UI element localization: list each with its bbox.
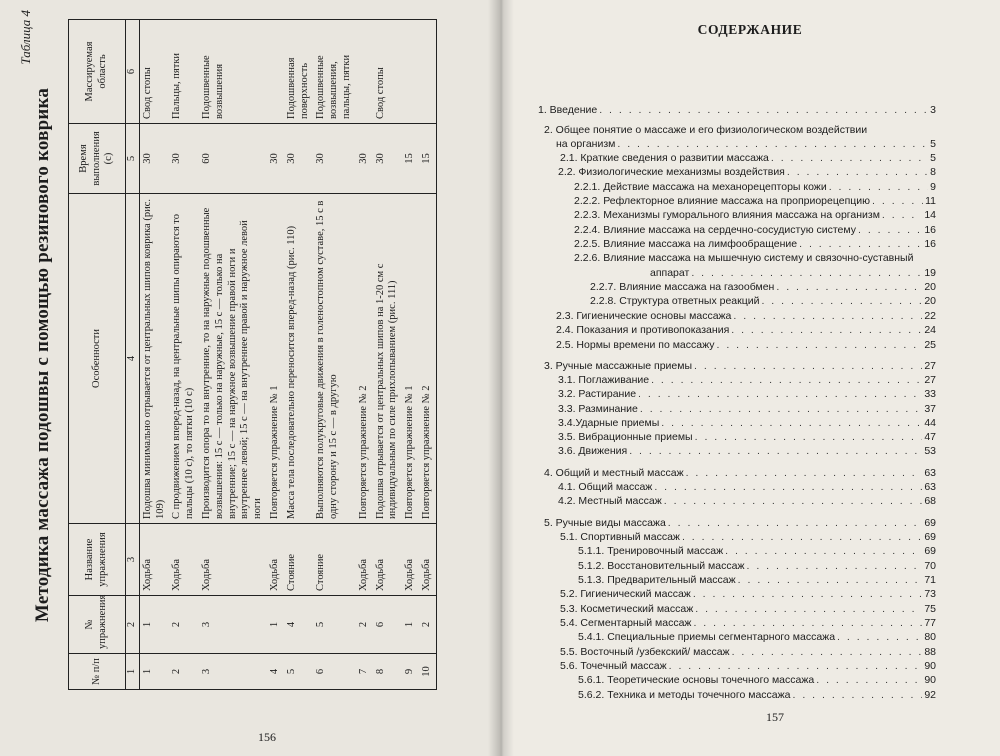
toc-entry-title: 2.1. Краткие сведения о развитии массажа — [560, 152, 769, 164]
table-cell: 4 — [284, 596, 314, 654]
table-cell: Пальцы, пятки — [169, 20, 199, 124]
toc-entry-page: 16 — [924, 238, 936, 250]
toc-entry — [578, 674, 936, 686]
table-cell: 30 — [313, 124, 355, 194]
toc-entry — [574, 209, 936, 221]
table-cell: 3 — [199, 596, 267, 654]
table-cell: 10 — [419, 654, 436, 690]
toc-entry-page: 53 — [924, 445, 936, 457]
toc-entry-page: 27 — [924, 374, 936, 386]
column-number-row — [126, 20, 140, 690]
toc-entry-title: 5.6.1. Теоретические основы точечного массажа — [578, 674, 815, 686]
toc-entry-title: 5.3. Косметический массаж — [560, 603, 694, 615]
toc-leader-dots — [799, 238, 922, 250]
toc-entry-title: 2.2.6. Влияние массажа на мышечную систему и связочно-суставный — [574, 252, 914, 264]
table-cell: Масса тела последовательно переносится вперед-назад (рис. 110) — [284, 194, 314, 524]
toc-entry-page: 44 — [924, 417, 936, 429]
toc-entry — [556, 310, 936, 322]
toc-entry — [560, 617, 936, 629]
table-row — [373, 20, 403, 690]
toc-leader-dots — [725, 545, 922, 557]
table-caption: Таблица 4 — [18, 10, 33, 65]
toc-entry-page: 63 — [924, 467, 936, 479]
toc-entry-title: 2.2.7. Влияние массажа на газообмен — [590, 281, 775, 293]
table-cell: Стояние — [284, 524, 314, 596]
toc-entry — [558, 481, 936, 493]
table-cell: 1 — [139, 654, 169, 690]
table-header-row — [69, 20, 126, 690]
toc-entry-title: 5.1.1. Тренировочный массаж — [578, 545, 724, 557]
toc-entry — [556, 324, 936, 336]
table-cell: 30 — [284, 124, 314, 194]
column-number: 3 — [126, 524, 140, 596]
toc-entry-title: 2.2. Физиологические механизмы воздействия — [558, 166, 785, 178]
table-cell: Подошва минимально отрывается от центральных шипов коврика (рис. 109) — [139, 194, 169, 524]
toc-leader-dots — [599, 104, 928, 116]
toc-entry-page: 20 — [924, 281, 936, 293]
toc-entry — [590, 281, 936, 293]
table-cell: Ходьба — [419, 524, 436, 596]
toc-entry-page: 3 — [930, 104, 936, 116]
toc-leader-dots — [787, 166, 928, 178]
table-cell: Повторяется упражнение № 1 — [402, 194, 419, 524]
toc-entry-title: 3.2. Растирание — [558, 388, 637, 400]
toc-entry-page: 80 — [924, 631, 936, 643]
toc-entry-title: 2.2.3. Механизмы гуморального влияния массажа на организм — [574, 209, 880, 221]
toc-entry-page: 68 — [924, 495, 936, 507]
toc-leader-dots — [661, 417, 922, 429]
toc-leader-dots — [693, 617, 922, 629]
toc-entry — [574, 224, 936, 236]
table-cell: 5 — [284, 654, 314, 690]
table-cell — [402, 20, 419, 124]
header-cell: Особенности — [69, 194, 126, 524]
table-cell: 5 — [313, 596, 355, 654]
column-number: 1 — [126, 654, 140, 690]
table-cell: 15 — [419, 124, 436, 194]
toc-leader-dots — [617, 138, 928, 150]
toc-leader-dots — [693, 588, 922, 600]
table-row — [356, 20, 373, 690]
toc-leader-dots — [771, 152, 928, 164]
table-cell: 9 — [402, 654, 419, 690]
page-number-left: 156 — [258, 730, 276, 744]
header-cell: Время выполнения (с) — [69, 124, 126, 194]
toc-entry — [538, 104, 936, 116]
toc-entry — [558, 417, 936, 429]
table-row — [402, 20, 419, 690]
toc-entry-title: 4.2. Местный массаж — [558, 495, 662, 507]
toc-entry — [574, 195, 936, 207]
table-cell: Стояние — [313, 524, 355, 596]
toc-entry-title: 5.5. Восточный /узбекский/ массаж — [560, 646, 730, 658]
toc-entry — [560, 588, 936, 600]
table-row — [313, 20, 355, 690]
toc-entry-page: 63 — [924, 481, 936, 493]
toc-entry-title: 2.2.8. Структура ответных реакций — [590, 295, 760, 307]
rotated-table-block — [10, 10, 480, 700]
toc-entry-title: 2.2.4. Влияние массажа на сердечно-сосудистую систему — [574, 224, 856, 236]
column-number: 6 — [126, 20, 140, 124]
table-cell: С продвижением вперед-назад, на центральные шипы опираются то пальцы (10 с), то пятки (10 с) — [169, 194, 199, 524]
toc-entry — [558, 495, 936, 507]
table-cell: Выполняются полукруговые движения в голеностопном суставе, 15 с в одну сторону и 15 с — в другую — [313, 194, 355, 524]
table-cell: 30 — [356, 124, 373, 194]
toc-entry-title: 5.6. Точечный массаж — [560, 660, 667, 672]
toc-entry-title: 5.1.3. Предварительный массаж — [578, 574, 736, 586]
toc-entry — [578, 574, 936, 586]
toc-entry-page: 92 — [924, 689, 936, 701]
toc-entry-title: 5.4. Сегментарный массаж — [560, 617, 692, 629]
table-row — [199, 20, 267, 690]
toc-leader-dots — [682, 531, 922, 543]
table-cell: 3 — [199, 654, 267, 690]
toc-leader-dots — [738, 574, 923, 586]
table-cell: Ходьба — [139, 524, 169, 596]
toc-entry — [556, 339, 936, 351]
toc-entry-title: 3.3. Разминание — [558, 403, 638, 415]
table-cell: Повторяется упражнение № 2 — [419, 194, 436, 524]
table-cell: 1 — [267, 596, 284, 654]
table-cell: Ходьба — [169, 524, 199, 596]
toc-leader-dots — [837, 631, 922, 643]
toc-entry-page: 71 — [924, 574, 936, 586]
toc-entry-page: 25 — [924, 339, 936, 351]
toc-entry — [556, 138, 936, 150]
table-cell: 2 — [169, 654, 199, 690]
toc-entry — [558, 388, 936, 400]
toc-entry-page: 47 — [924, 431, 936, 443]
toc-entry-page: 88 — [924, 646, 936, 658]
table-cell: 2 — [169, 596, 199, 654]
toc-entry — [558, 374, 936, 386]
toc-entry-page: 19 — [924, 267, 936, 279]
toc-entry — [560, 152, 936, 164]
toc-entry-page: 5 — [930, 138, 936, 150]
table-cell: Ходьба — [267, 524, 284, 596]
toc-entry — [544, 124, 936, 136]
toc-entry-title: 4.1. Общий массаж — [558, 481, 653, 493]
toc-entry-page: 70 — [924, 560, 936, 572]
toc-entry-page: 9 — [930, 181, 936, 193]
toc-leader-dots — [731, 324, 922, 336]
toc-entry-title: на организм — [556, 138, 616, 150]
toc-leader-dots — [717, 339, 923, 351]
column-number: 5 — [126, 124, 140, 194]
toc-entry-page: 24 — [924, 324, 936, 336]
table-cell: 30 — [267, 124, 284, 194]
toc-entry — [560, 531, 936, 543]
toc-entry-title: 1. Введение — [538, 104, 598, 116]
column-number: 4 — [126, 194, 140, 524]
toc-entry-title: аппарат — [650, 267, 690, 279]
toc-entry-title: 5. Ручные виды массажа — [544, 517, 666, 529]
book-gutter — [488, 0, 514, 756]
toc-entry-page: 69 — [924, 545, 936, 557]
page-number-right: 157 — [766, 710, 784, 724]
toc-leader-dots — [776, 281, 922, 293]
table-row — [284, 20, 314, 690]
header-cell: Название упражнения — [69, 524, 126, 596]
table-cell: 30 — [139, 124, 169, 194]
toc-entry-page: 90 — [924, 660, 936, 672]
toc-entry-title: 5.1.2. Восстановительный массаж — [578, 560, 745, 572]
toc-leader-dots — [732, 646, 923, 658]
header-cell: Массируемая область — [69, 20, 126, 124]
toc-leader-dots — [829, 181, 928, 193]
table-cell: 15 — [402, 124, 419, 194]
toc-leader-dots — [651, 374, 922, 386]
toc-entry — [558, 445, 936, 457]
toc-leader-dots — [669, 660, 923, 672]
toc-entry-title: 2.2.1. Действие массажа на механорецепторы кожи — [574, 181, 827, 193]
toc-entry-page: 16 — [924, 224, 936, 236]
toc-entry — [544, 360, 936, 372]
table-cell: Ходьба — [199, 524, 267, 596]
table-cell: 4 — [267, 654, 284, 690]
toc-leader-dots — [638, 388, 922, 400]
toc-leader-dots — [816, 674, 922, 686]
toc-entry-title: 3.6. Движения — [558, 445, 628, 457]
table-cell: Свод стопы — [373, 20, 403, 124]
table-cell: 60 — [199, 124, 267, 194]
toc-entry — [574, 252, 936, 264]
toc-entry-title: 2.5. Нормы времени по массажу — [556, 339, 715, 351]
toc-entry — [558, 166, 936, 178]
toc-entry-page: 69 — [924, 531, 936, 543]
toc-leader-dots — [686, 467, 923, 479]
toc-leader-dots — [872, 195, 923, 207]
header-cell: № упражнения — [69, 596, 126, 654]
right-page — [500, 0, 1000, 756]
toc-entry-title: 2.2.2. Рефлекторное влияние массажа на проприорецепцию — [574, 195, 871, 207]
table-cell: 2 — [419, 596, 436, 654]
toc-entry-page: 73 — [924, 588, 936, 600]
toc-entry — [544, 517, 936, 529]
table-cell: Ходьба — [356, 524, 373, 596]
table-cell — [356, 20, 373, 124]
table-cell: Свод стопы — [139, 20, 169, 124]
toc-entry-title: 3.1. Поглаживание — [558, 374, 650, 386]
table-title: Методика массажа подошвы с помощью резинового коврика — [32, 87, 53, 623]
table-cell: 1 — [402, 596, 419, 654]
toc-leader-dots — [691, 267, 922, 279]
table-cell: Подошвенная поверхность — [284, 20, 314, 124]
toc-entry-title: 2.4. Показания и противопоказания — [556, 324, 730, 336]
toc-entry — [560, 646, 936, 658]
table-row — [419, 20, 436, 690]
toc-entry-page: 69 — [924, 517, 936, 529]
table-row — [267, 20, 284, 690]
table-cell — [419, 20, 436, 124]
toc-leader-dots — [761, 295, 922, 307]
toc-leader-dots — [858, 224, 922, 236]
toc-entry — [544, 467, 936, 479]
table-cell: Производится опора то на внутренние, то на наружные подошвенные возвышения: 15 с — только на наружные, 15 с — только на внутренние; 15 с — на наружное возвышение правой ноги и внутреннее левой; 15 с — на внутреннее правой и наружное левой ноги — [199, 194, 267, 524]
table-row — [139, 20, 169, 690]
toc-entry-page: 22 — [924, 310, 936, 322]
toc-leader-dots — [793, 689, 923, 701]
toc-entry-title: 5.1. Спортивный массаж — [560, 531, 680, 543]
table-cell: 30 — [373, 124, 403, 194]
table-cell: 2 — [356, 596, 373, 654]
table-cell: 1 — [139, 596, 169, 654]
toc-leader-dots — [640, 403, 922, 415]
toc-entry-page: 8 — [930, 166, 936, 178]
toc-entry — [574, 181, 936, 193]
toc-entry — [650, 267, 936, 279]
table-cell: 30 — [169, 124, 199, 194]
toc-leader-dots — [882, 209, 922, 221]
toc-leader-dots — [733, 310, 922, 322]
toc-entry-page: 11 — [925, 195, 936, 207]
toc-entry — [560, 603, 936, 615]
toc-entry — [578, 545, 936, 557]
header-cell: № п/п — [69, 654, 126, 690]
toc-entry-page: 90 — [924, 674, 936, 686]
toc-entry — [578, 631, 936, 643]
toc-entry — [578, 560, 936, 572]
column-number: 2 — [126, 596, 140, 654]
table-body — [139, 20, 436, 690]
toc-leader-dots — [654, 481, 922, 493]
table-cell: Ходьба — [402, 524, 419, 596]
table-cell: Повторяется упражнение № 2 — [356, 194, 373, 524]
toc-entry-page: 27 — [924, 360, 936, 372]
table-cell: Подошвенные возвышения, пальцы, пятки — [313, 20, 355, 124]
toc-entry — [558, 431, 936, 443]
toc-entry-page: 33 — [924, 388, 936, 400]
toc-entry-page: 37 — [924, 403, 936, 415]
toc-entry-page: 14 — [924, 209, 936, 221]
table-cell: Ходьба — [373, 524, 403, 596]
toc-entry-title: 2.3. Гигиенические основы массажа — [556, 310, 732, 322]
table-cell: 8 — [373, 654, 403, 690]
toc-leader-dots — [694, 360, 922, 372]
toc-entry-title: 3.5. Вибрационные приемы — [558, 431, 693, 443]
table-cell: Подошва отрывается от центральных шипов на 1-20 см с индивидуальным по силе прихлопыванием (рис. 111) — [373, 194, 403, 524]
table-cell: 6 — [373, 596, 403, 654]
toc-leader-dots — [629, 445, 922, 457]
toc-leader-dots — [695, 603, 922, 615]
toc-title: СОДЕРЖАНИЕ — [697, 22, 803, 37]
table-row — [169, 20, 199, 690]
table-cell — [267, 20, 284, 124]
table-cell: 7 — [356, 654, 373, 690]
toc-leader-dots — [668, 517, 923, 529]
toc-entry-title: 3. Ручные массажные приемы — [544, 360, 693, 372]
toc-entry-title: 2. Общее понятие о массаже и его физиологическом воздействии — [544, 124, 868, 136]
toc-entry — [560, 660, 936, 672]
toc-entry — [578, 689, 936, 701]
toc-entry-page: 5 — [930, 152, 936, 164]
toc-entry-title: 2.2.5. Влияние массажа на лимфообращение — [574, 238, 798, 250]
toc-entry-title: 3.4.Ударные приемы — [558, 417, 660, 429]
toc-entry-title: 5.2. Гигиенический массаж — [560, 588, 691, 600]
toc-leader-dots — [664, 495, 923, 507]
toc-entry — [558, 403, 936, 415]
toc-leader-dots — [695, 431, 923, 443]
toc-entry — [574, 238, 936, 250]
toc-entry-title: 5.6.2. Техника и методы точечного массажа — [578, 689, 791, 701]
exercise-table — [68, 19, 437, 690]
toc-entry-title: 4. Общий и местный массаж — [544, 467, 684, 479]
table-cell: Подошвенные возвышения — [199, 20, 267, 124]
toc-entry — [590, 295, 936, 307]
table-cell: 6 — [313, 654, 355, 690]
toc-entry-title: 5.4.1. Специальные приемы сегментарного массажа — [578, 631, 836, 643]
toc-leader-dots — [746, 560, 922, 572]
toc-entry-page: 77 — [924, 617, 936, 629]
table-cell: Повторяется упражнение № 1 — [267, 194, 284, 524]
toc-entry-page: 20 — [924, 295, 936, 307]
toc-entry-page: 75 — [924, 603, 936, 615]
